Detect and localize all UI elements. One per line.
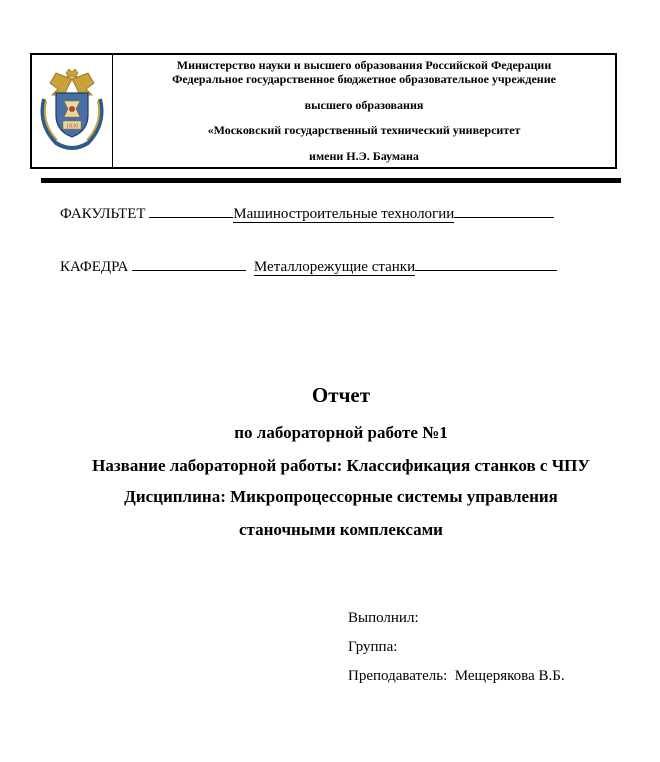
teacher-label: Преподаватель: — [348, 668, 448, 684]
performed-by-label: Выполнил: — [348, 610, 419, 626]
teacher-line — [348, 668, 565, 685]
header-divider — [41, 178, 621, 183]
university-name-line: «Московский государственный технический университет — [207, 123, 521, 137]
emblem-cell — [32, 55, 113, 167]
department-field — [60, 256, 557, 276]
institution-header — [113, 55, 615, 167]
department-blank-left — [132, 256, 246, 271]
department-value: Металлорежущие станки — [253, 259, 416, 275]
education-level-line: высшего образования — [304, 98, 424, 112]
faculty-blank-right — [454, 203, 554, 218]
department-blank-right — [415, 256, 557, 271]
university-coat-of-arms-icon — [36, 69, 108, 153]
faculty-value: Машиностроительные технологии — [233, 206, 455, 222]
faculty-blank-left — [149, 203, 233, 218]
department-label: КАФЕДРА — [60, 259, 129, 275]
group-label: Группа: — [348, 639, 398, 655]
report-title: Отчет — [311, 383, 371, 407]
emblem-year: 1830 — [66, 123, 78, 130]
report-subtitle: по лабораторной работе №1 — [234, 423, 448, 442]
faculty-field — [60, 203, 554, 223]
university-named-after-line: имени Н.Э. Баумана — [309, 149, 419, 163]
institution-type-line: Федеральное государственное бюджетное образовательное учреждение — [172, 72, 556, 86]
discipline-line-2: станочными комплексами — [239, 520, 443, 539]
header-box — [30, 53, 617, 169]
ministry-line: Министерство науки и высшего образования Российской Федерации — [176, 58, 552, 72]
teacher-name: Мещерякова В.Б. — [454, 668, 565, 684]
faculty-label: ФАКУЛЬТЕТ — [60, 206, 146, 222]
discipline-line-1: Дисциплина: Микропроцессорные системы управления — [124, 487, 558, 506]
work-name: Название лабораторной работы: Классификация станков с ЧПУ — [92, 456, 590, 475]
